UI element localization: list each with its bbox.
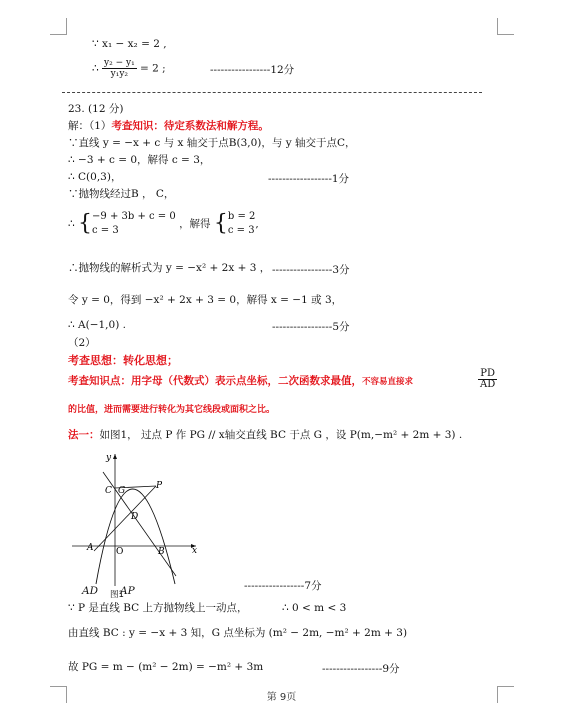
think-topic: 考查思想：转化思想； bbox=[68, 354, 178, 367]
line-pg-length: 故 PG = m − (m² − 2m) = −m² + 3m bbox=[68, 661, 264, 673]
line-point-c: ∴ C(0,3)， bbox=[68, 171, 122, 183]
line-p-moving: ∵ P 是直线 BC 上方抛物线上一动点， bbox=[68, 602, 248, 614]
label-a: A bbox=[87, 543, 94, 553]
y-axis-arrow bbox=[113, 454, 117, 459]
part-2-header: （2） bbox=[68, 337, 96, 349]
knowledge-points-cont: 的比值，进而需要进行转化为其它线段或面积之比。 bbox=[68, 405, 276, 415]
line-roots: 令 y = 0，得到 −x² + 2x + 3 = 0，解得 x = −1 或 3， bbox=[68, 294, 343, 306]
label-x: x bbox=[192, 546, 198, 556]
caption-ad: AD bbox=[82, 585, 99, 597]
section-divider bbox=[62, 92, 482, 93]
line-m-range: ∴ 0 < m < 3 bbox=[282, 602, 347, 614]
caption-figure-1: 图1 bbox=[110, 590, 124, 600]
score-3: -----------------3分 bbox=[272, 264, 350, 276]
line-system: ∴ {−9 + 3b + c = 0 c = 3 ，解得 {b = 2 c = 3, bbox=[68, 211, 259, 236]
score-1: ------------------1分 bbox=[268, 173, 350, 185]
corner-mark-top-left bbox=[50, 18, 67, 35]
label-b: B bbox=[158, 547, 165, 557]
label-d: D bbox=[131, 512, 139, 522]
line-bc bbox=[103, 472, 176, 576]
fraction-pd-ad: $\frac{PD}{AD}$ bbox=[480, 368, 496, 390]
caption-ap: AP bbox=[120, 585, 135, 597]
line-parabola-expression: ∴抛物线的解析式为 y = −x² + 2x + 3 ， bbox=[68, 262, 271, 274]
line-point-a: ∴ A(−1,0) . bbox=[68, 319, 126, 331]
corner-mark-top-right bbox=[497, 18, 514, 35]
method-1: 法一：如图1， 过点 P 作 PG // x轴交直线 BC 于点 G ，设 P(m,−m² + 2m + 3) . bbox=[68, 429, 463, 441]
label-p: P bbox=[156, 481, 163, 491]
solution-part1-header: 解：（1）考查知识：待定系数法和解方程。 bbox=[68, 120, 269, 132]
label-g: G bbox=[118, 486, 126, 496]
fraction-y: $\frac{\text{y₂ − y₁}}{\text{y₁y₂}}$ bbox=[104, 58, 135, 79]
line-y-ratio: ∴ $\frac{\text{y₂ − y₁}}{\text{y₁y₂}}$ = 2 ; bbox=[92, 58, 166, 79]
label-c: C bbox=[105, 486, 112, 496]
knowledge-points: 考查知识点：用字母（代数式）表示点坐标，二次函数求最值，不容易直接求 bbox=[68, 375, 414, 387]
line-parabola-through: ∵抛物线经过B ， C， bbox=[68, 188, 175, 200]
line-x-diff: ∵ x₁ − x₂ = 2 , bbox=[92, 38, 167, 50]
line-solve-c: ∴ −3 + c = 0，解得 c = 3， bbox=[68, 154, 211, 166]
line-line-intersect: ∵直线 y = −x + c 与 x 轴交于点B(3,0)，与 y 轴交于点C， bbox=[68, 137, 356, 149]
score-9: -----------------9分 bbox=[322, 663, 400, 675]
score-12: -----------------12分 bbox=[210, 64, 295, 76]
score-5: -----------------5分 bbox=[272, 321, 350, 333]
score-7: -----------------7分 bbox=[244, 580, 322, 592]
question-header: 23. (12 分) bbox=[68, 103, 124, 115]
line-g-coords: 由直线 BC : y = −x + 3 知，G 点坐标为 (m² − 2m, −m² + 2m + 3) bbox=[68, 627, 408, 639]
label-o: O bbox=[116, 547, 124, 557]
figure-1-graph bbox=[68, 450, 213, 595]
label-y: y bbox=[106, 453, 112, 463]
page-number: 第 9页 bbox=[266, 692, 297, 703]
